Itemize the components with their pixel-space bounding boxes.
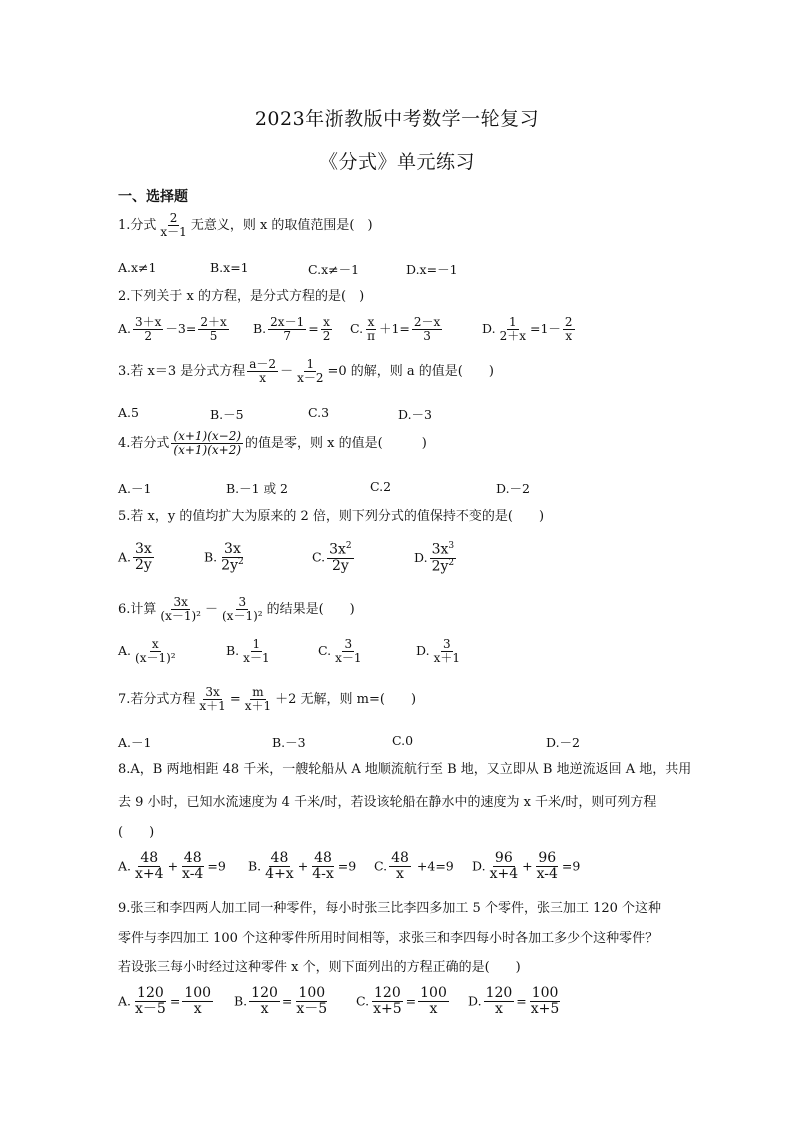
document-title: 2023年浙教版中考数学一轮复习 <box>254 108 540 130</box>
option-a: A. $\frac{x}{\text{(x－1)²}}$ <box>118 637 176 666</box>
fraction: $\frac{100}{x}$ <box>420 985 447 1018</box>
fraction: $\frac{120}{x}$ <box>251 985 278 1018</box>
option-c: C.x≠－1 <box>308 262 360 277</box>
fraction: $\frac{1}{x-1}$ <box>243 637 270 666</box>
option-b: B. $\frac{1}{x-1}$ <box>226 637 270 666</box>
option-d: D.－2 <box>496 481 531 496</box>
fraction: $\frac{3x}{x+1}$ <box>199 685 226 714</box>
option-c: C. $\frac{120}{x+5}$ = $\frac{100}{x}$ <box>356 985 447 1018</box>
option-d: D.－3 <box>398 407 433 422</box>
fraction: $\frac{120}{x}$ <box>485 985 513 1018</box>
option-b: B. $\frac{3x}{2y^2}$ <box>204 541 244 575</box>
question-4: 4.若分式 $\frac{(x+1)(x-2)}{(x+1)(x+2)}$ 的值是零，则 x 的值是( ) <box>118 429 427 458</box>
option-a: A. $\frac{48}{x+4}$ + $\frac{48}{x-4}$ =9 <box>118 850 226 883</box>
fraction: $\frac{2}{x}$ <box>564 315 573 344</box>
fraction: $\frac{2-x}{3}$ <box>413 315 441 344</box>
question-5: 5.若 x，y 的值均扩大为原来的 2 倍，则下列分式的值保持不变的是( ) <box>118 509 545 524</box>
fraction: $\frac{a-2}{x}$ <box>249 357 277 386</box>
fraction: $\frac{100}{x}$ <box>184 985 212 1018</box>
fraction: $\frac{3}{x+1}$ <box>433 637 460 666</box>
fraction: $\frac{3}{x-1}$ <box>335 637 362 666</box>
option-c: C. $\frac{3}{x-1}$ <box>318 637 362 666</box>
question-9-line-1: 9.张三和李四两人加工同一种零件，每小时张三比李四多加工 5 个零件，张三加工 120 个这种 <box>118 901 662 916</box>
option-c: C.0 <box>392 733 414 748</box>
option-a: A.5 <box>118 405 139 420</box>
fraction: $\frac{48}{x}$ <box>391 850 409 883</box>
fraction: $\frac{48}{4+x}$ <box>265 850 294 883</box>
question-2: 2.下列关于 x 的方程，是分式方程的是( ) <box>118 289 365 304</box>
question-9-line-2: 零件与李四加工 100 个这种零件所用时间相等，求张三和李四每小时各加工多少个这种零件？ <box>118 931 659 946</box>
fraction: $\frac{100}{x-5}$ <box>296 985 328 1018</box>
fraction: $\frac{3+x}{2}$ <box>135 315 162 344</box>
fraction: $\frac{96}{x+4}$ <box>489 850 519 883</box>
option-a: A.－1 <box>118 735 152 750</box>
fraction: $\frac{48}{x-4}$ <box>182 850 204 883</box>
option-b: B. $\frac{120}{x}$ = $\frac{100}{x-5}$ <box>234 985 328 1018</box>
fraction: $\frac{3x^2}{2y}$ <box>329 541 352 575</box>
option-d: D. $\frac{3}{x+1}$ <box>416 637 460 666</box>
section-heading: 一、选择题 <box>118 189 188 205</box>
fraction: $\frac{2}{x-1}$ <box>160 211 187 240</box>
question-3: 3.若 x＝3 是分式方程 $\frac{a-2}{x}$ － $\frac{1}{x-2}$ =0 的解，则 a 的值是( ) <box>118 357 494 386</box>
option-a: A. $\frac{3+x}{2}$ －3= $\frac{2+x}{5}$ <box>118 315 227 344</box>
question-9-line-3: 若设张三每小时经过这种零件 x 个，则下面列出的方程正确的是( ) <box>118 960 521 975</box>
fraction: $\frac{(x+1)(x-2)}{(x+1)(x+2)}$ <box>173 429 242 458</box>
question-7: 7.若分式方程 $\frac{3x}{x+1}$ = $\frac{m}{x+1}$ ＋2 无解，则 m=( ) <box>118 685 417 714</box>
option-d: D. $\frac{96}{x+4}$ + $\frac{96}{x-4}$ =9 <box>472 850 581 883</box>
fraction: $\frac{48}{4-x}$ <box>312 850 334 883</box>
option-a: A.－1 <box>118 481 152 496</box>
option-b: B. $\frac{48}{4+x}$ + $\frac{48}{4-x}$ =9 <box>248 850 357 883</box>
question-8-line-3: ( ) <box>118 825 155 840</box>
fraction: $\frac{120}{x+5}$ <box>373 985 402 1018</box>
fraction: $\frac{x}{2}$ <box>322 315 331 344</box>
question-6: 6.计算 $\frac{3x}{\text{(x－1)²}}$ － $\frac{3}{\text{(x－1)²}}$ 的结果是( ) <box>118 595 355 624</box>
fraction: $\frac{2+x}{5}$ <box>200 315 227 344</box>
fraction: $\frac{3x}{\text{(x－1)²}}$ <box>160 595 201 624</box>
fraction: $\frac{1}{2+x}$ <box>499 315 526 344</box>
fraction: $\frac{m}{x+1}$ <box>244 685 272 714</box>
option-c: C.2 <box>370 479 392 494</box>
option-c: C. $\frac{x}{\pi}$ ＋1= $\frac{2-x}{3}$ <box>350 315 441 344</box>
option-c: C.3 <box>308 405 330 420</box>
fraction: $\frac{x}{\pi}$ <box>367 315 375 344</box>
option-b: B.－3 <box>272 735 306 750</box>
question-8-line-2: 去 9 小时，已知水流速度为 4 千米/时，若设该轮船在静水中的速度为 x 千米/时，则可列方程 <box>118 795 657 810</box>
fraction: $\frac{96}{x-4}$ <box>536 850 558 883</box>
option-c: C. $\frac{48}{x}$ +4=9 <box>374 850 454 883</box>
option-b: B.x=1 <box>210 260 249 275</box>
option-a: A. $\frac{120}{x-5}$ = $\frac{100}{x}$ <box>118 985 212 1018</box>
fraction: $\frac{100}{x+5}$ <box>530 985 560 1018</box>
document-subtitle: 《分式》单元练习 <box>318 151 475 173</box>
fraction: $\frac{x}{\text{(x－1)²}}$ <box>135 637 176 666</box>
fraction: $\frac{3x}{2y^2}$ <box>221 541 244 575</box>
fraction: $\frac{3}{\text{(x－1)²}}$ <box>222 595 263 624</box>
option-c: C. $\frac{3x^2}{2y}$ <box>312 541 352 575</box>
option-d: D.x=－1 <box>406 262 458 277</box>
fraction: $\frac{3x}{2y}$ <box>135 541 152 574</box>
fraction: $\frac{2x-1}{7}$ <box>270 315 305 344</box>
option-d: D. $\frac{3x^3}{2y^2}$ <box>414 541 455 575</box>
option-d: D. $\frac{1}{2+x}$ =1－ $\frac{2}{x}$ <box>482 315 573 344</box>
option-d: D.－2 <box>546 735 581 750</box>
option-b: B. $\frac{2x-1}{7}$ = $\frac{x}{2}$ <box>253 315 331 344</box>
question-8-line-1: 8.A，B 两地相距 48 千米，一艘轮船从 A 地顺流航行至 B 地，又立即从 B 地逆流返回 A 地，共用 <box>118 762 692 777</box>
option-a: A. $\frac{3x}{2y}$ <box>118 541 152 574</box>
fraction: $\frac{1}{x-2}$ <box>297 357 324 386</box>
question-1: 1.分式 $\frac{2}{x-1}$ 无意义，则 x 的取值范围是( ) <box>118 211 373 240</box>
option-b: B.－1 或 2 <box>226 481 289 496</box>
fraction: $\frac{120}{x-5}$ <box>135 985 166 1018</box>
option-a: A.x≠1 <box>118 260 157 275</box>
option-b: B.－5 <box>210 407 244 422</box>
option-d: D. $\frac{120}{x}$ = $\frac{100}{x+5}$ <box>468 985 560 1018</box>
fraction: $\frac{3x^3}{2y^2}$ <box>431 541 455 575</box>
fraction: $\frac{48}{x+4}$ <box>135 850 164 883</box>
